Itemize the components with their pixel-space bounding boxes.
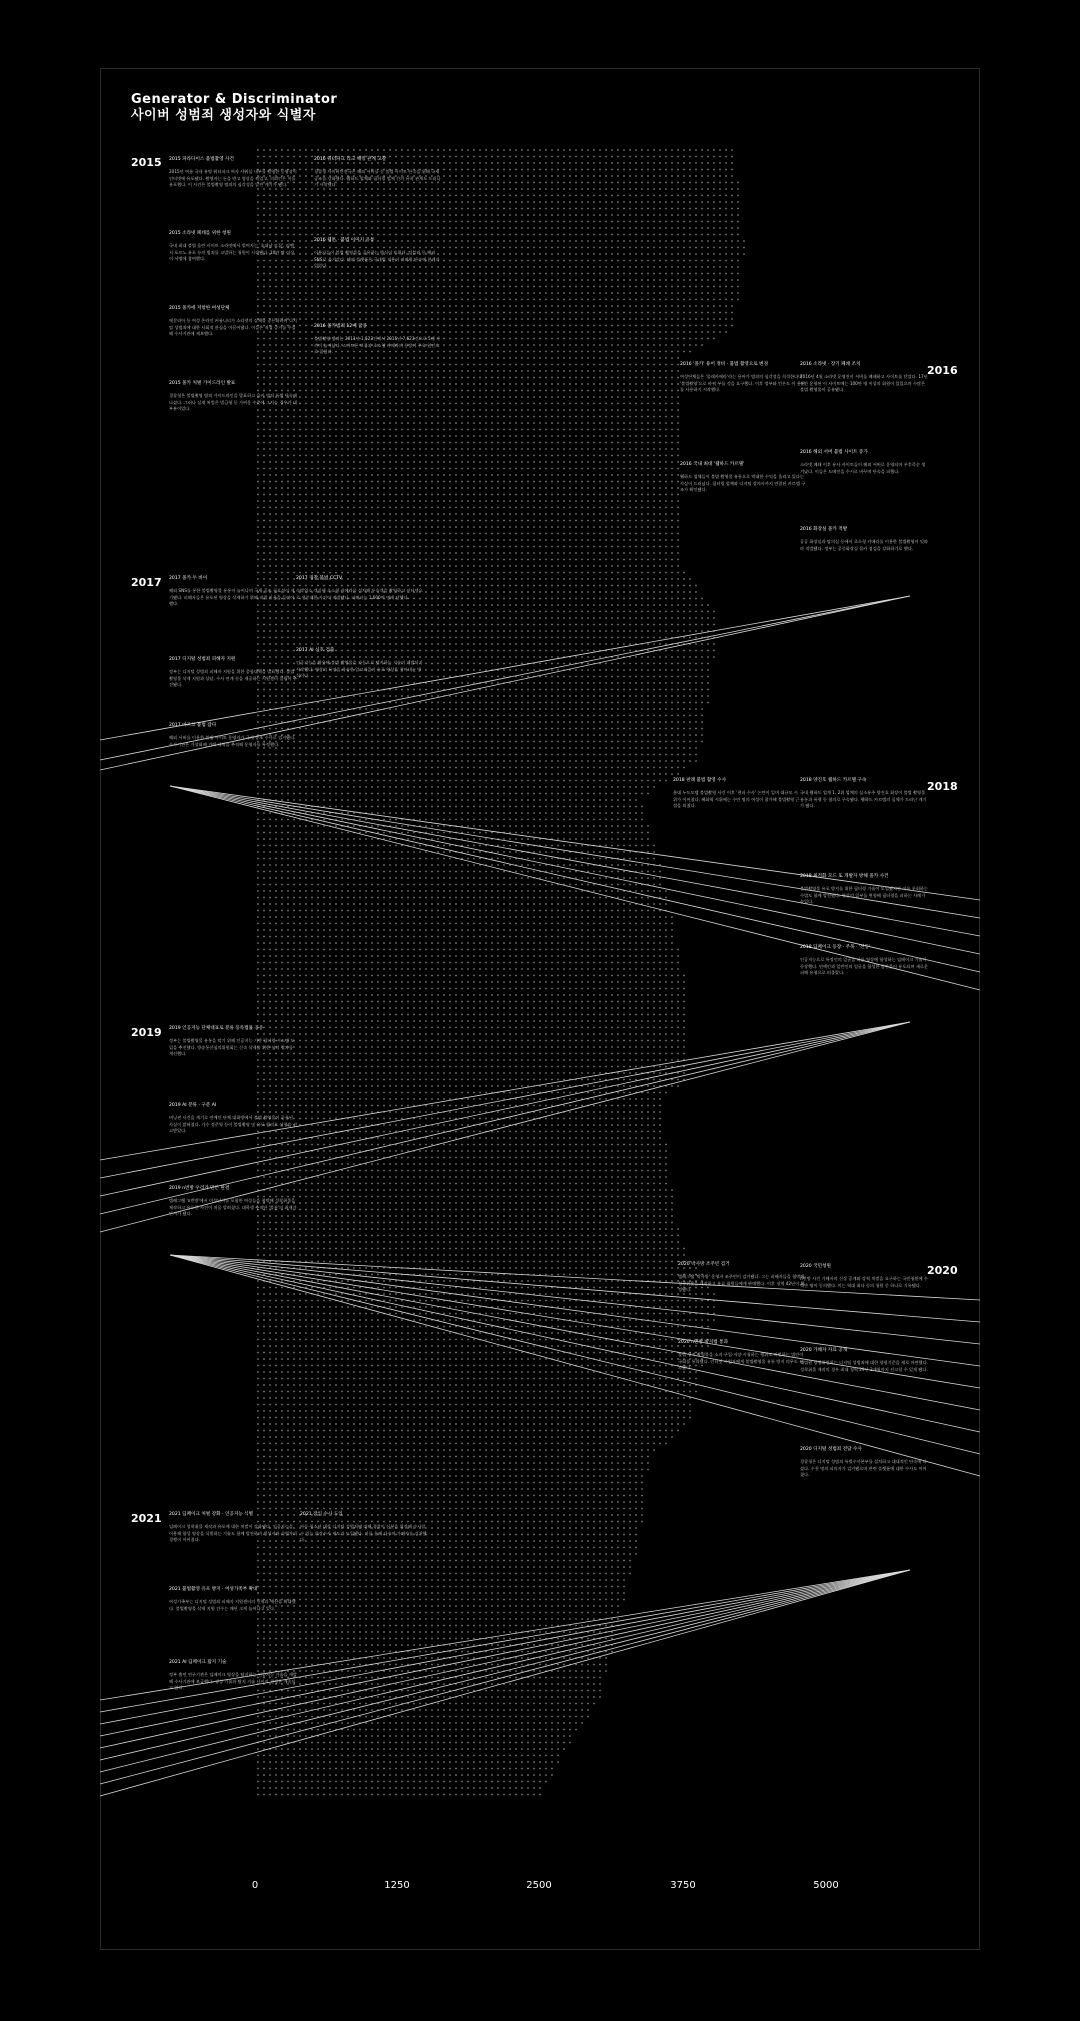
entry-title: 2016 해외 서버 불법 사이트 증가 xyxy=(800,450,868,455)
timeline-entry xyxy=(678,1340,806,1372)
entry-body: 불법 성적 촬영물을 소지·구입·저장·시청하는 행위도 처벌하는 법안이 국회를 통과했다. 인터넷 사업자에게 불법촬영물 유통 방지 의무도 부과됐다. xyxy=(678,1352,804,1371)
entry-body: 딥페이크 성착취물 제작과 유포에 대한 처벌이 강화됐다. 인공지능을 이용해 합성 영상을 식별하는 기술도 함께 발전하며 생성자와 식별자의 경쟁이 이어졌다. xyxy=(169,1524,297,1543)
entry-title: 2017 디지털 성범죄 피해자 지원 xyxy=(169,657,236,662)
entry-body: 해외 서버를 이용한 불법 사이트 운영자가 국제 공조 수사로 검거됐다. 수사기관은 가상화폐 거래 내역을 추적해 운영자를 특정했다. xyxy=(169,735,296,747)
entry-title: 2016 국내 최대 '웹하드 카르텔' xyxy=(680,462,745,467)
entry-body: 불법촬영 범죄는 2011년 1,523건에서 2015년 7,623건으로 5배 가까이 늘어났다. 스마트폰 보급과 초소형 카메라의 등장이 주요 원인으로 꼽혔다. xyxy=(314,336,441,355)
entry-title: 2021 불법촬영 유포 방지 · 여성가족부 확대 xyxy=(169,1587,258,1592)
entry-body: 2015년 여름 국내 유명 워터파크 여자 샤워실 내부를 촬영한 동영상이 인터넷에 유포됐다. 촬영자는 돈을 받고 영상을 찍었고, 의뢰인은 이를 유포했다. 이 사건은 불법촬영 범죄의 심각성을 알린 계기가 됐다. xyxy=(169,169,297,188)
entry-body: 인공지능으로 특정인의 얼굴을 다른 영상에 합성하는 딥페이크 기술이 등장했다. 연예인과 일반인의 얼굴을 합성한 음란물이 유포되며 새로운 피해 유형으로 떠올랐다. xyxy=(800,957,928,976)
entry-body: 숙박업소 객실에 초소형 카메라를 설치해 투숙객을 촬영하고 인터넷으로 생중계한 사건이 적발됐다. 피해자는 1,600여 명에 달했다. xyxy=(296,588,423,600)
entry-body: 정부 출연 연구기관은 딥페이크 영상을 탐지하는 인공지능 기술을 개발해 수사기관에 보급했다. 생성 기술과 탐지 기술 사이의 경쟁은 계속되고 있다. xyxy=(169,1672,297,1691)
timeline-entry xyxy=(169,1026,297,1058)
entry-body: 국내 최대 불법 음란 사이트 소라넷에서 벌어지는 '초대남 모집', 리벤지 포르노 유포 등의 범죄를 고발하는 청원이 시작됐다. 10만 명 이상이 서명에 참여했다. xyxy=(169,243,295,262)
entry-title: 2018 딥페이크 등장 · 주목 · '선동' xyxy=(800,945,871,950)
year-2018: 2018 xyxy=(927,780,958,793)
year-2017: 2017 xyxy=(131,576,162,589)
axis-tick-label: 3750 xyxy=(670,1880,696,1891)
entry-body: 2016년 4월 소라넷 운영진이 서버를 폐쇄하고 사이트를 닫았다. 17년 동안 운영된 이 사이트에는 100만 명 이상의 회원이 있었으며 수많은 불법 촬영물이 공유됐다. xyxy=(800,374,928,393)
entry-title: 2016 '몰카' 용어 정비 · 불법 촬영으로 변경 xyxy=(680,362,769,367)
timeline-entry xyxy=(800,362,928,394)
entry-title: 2016 워터파크 리크 해킹 관계 고찰 xyxy=(314,157,387,162)
entry-title: 2016 웹툰 · 불법 이미지 유통 xyxy=(314,238,375,243)
entry-body: 대법원 양형위원회는 디지털 성범죄에 대한 양형기준을 새로 마련했다. 성착취물 제작의 경우 최대 징역 29년 3개월까지 선고할 수 있게 됐다. xyxy=(800,1360,928,1372)
entry-title: 2017 경찰 불법 CCTV xyxy=(296,576,343,581)
entry-title: 2017 몰카 두 바이 xyxy=(169,576,208,581)
timeline-entry xyxy=(800,1348,928,1373)
timeline-entry xyxy=(169,1587,297,1612)
timeline-entry xyxy=(169,1103,297,1135)
timeline-entry xyxy=(314,324,442,356)
timeline-entry xyxy=(800,945,928,977)
entry-body: 메갈리아 등 여성 온라인 커뮤니티가 소라넷의 실체를 공론화하며 디지털 성범죄에 대한 사회적 관심을 이끌어냈다. 이들은 직접 증거를 수집해 수사기관에 제보했다. xyxy=(169,318,297,337)
entry-body: 홍대 누드모델 불법촬영 사건 이후 '편파 수사' 논란이 일며 대규모 시위가 이어졌다. 혜화역 시위에는 수만 명의 여성이 참가해 불법촬영 근절을 외쳤다. xyxy=(673,790,800,809)
entry-body: 소라넷 폐쇄 이후 유사 사이트들이 해외 서버로 운영되며 우후죽순 생겨났다. 이들은 도메인을 수시로 바꾸며 단속을 피했다. xyxy=(800,462,926,474)
year-2015: 2015 xyxy=(131,156,162,169)
entry-title: 2015 소라넷 폐쇄를 위한 청원 xyxy=(169,231,231,236)
entry-title: 2015 파라다이스 불법촬영 사건 xyxy=(169,157,234,162)
year-2016: 2016 xyxy=(927,364,958,377)
timeline-entry xyxy=(169,723,297,748)
entry-title: 2019 AI 분류 · 구분 AI xyxy=(169,1103,217,1108)
entry-body: 국내 웹하드 업계 1, 2위 업체의 실소유주 양진호 회장이 불법 촬영물 유통과 폭행 등 혐의로 구속됐다. 웹하드 카르텔의 실체가 드러난 계기가 됐다. xyxy=(800,790,927,809)
entry-title: 2020 박사방 조주빈 검거 xyxy=(678,1262,730,1267)
timeline-entry xyxy=(680,362,808,394)
timeline-entry xyxy=(673,778,801,810)
entry-title: 2020 디지털 성범죄 전담 수사 xyxy=(800,1447,862,1452)
axis-tick-label: 2500 xyxy=(526,1880,552,1891)
timeline-entry xyxy=(800,874,928,906)
timeline-entry xyxy=(800,778,928,810)
timeline-entry xyxy=(680,462,808,494)
entry-title: 2019 n번방 우리가 만든 판결 xyxy=(169,1186,230,1191)
entry-body: 아동·청소년 대상 디지털 성범죄에 대해 경찰이 신분을 위장해 수사할 수 있는 위장수사 제도가 도입됐다. 이를 통해 다수의 가해자를 검거했다. xyxy=(300,1524,427,1543)
entry-title: 2020 가해자 자료 공개 xyxy=(800,1348,848,1353)
entry-title: 2020 n번방 방지법 통과 xyxy=(678,1340,729,1345)
entry-body: 인공지능을 활용해 불법 촬영물을 자동으로 탐지하는 기술이 개발되기 시작했다. 영상의 특징을 학습한 알고리즘이 유포 영상을 찾아내는 방식이다. xyxy=(296,660,423,679)
entry-body: 경찰청 사이버안전국은 해외 서버를 둔 불법 사이트 단속을 위해 국제 공조를 강화했다. 웹하드 업체와 필터링 업체 간의 유착 관계도 드러나기 시작했다. xyxy=(314,169,441,188)
timeline-entry xyxy=(800,1447,928,1479)
timeline-entry xyxy=(314,157,442,189)
entry-title: 2018 양진호 웹하드 카르텔 구속 xyxy=(800,778,867,783)
entry-body: 정부는 불법촬영물 유통을 막기 위해 인공지능 기반 필터링 시스템 도입을 추진했다. 방송통신심의위원회는 신속 삭제를 위한 심의 절차를 개선했다. xyxy=(169,1038,295,1057)
entry-body: 버닝썬 사건을 계기로 연예인 단체 대화방에서 불법 촬영물이 공유된 사실이 밝혀졌다. 가수 정준영 등이 불법촬영 및 유포 혐의로 실형을 선고받았다. xyxy=(169,1115,297,1134)
timeline-entry xyxy=(800,527,928,552)
entry-body: 여성단체들은 '몰래카메라'라는 용어가 범죄의 심각성을 희석한다며 '불법촬영'으로 바꿔 부를 것을 요구했다. 이후 정부와 언론도 이 용어를 사용하기 시작했다. xyxy=(680,374,805,393)
timeline-entry xyxy=(300,1512,428,1544)
entry-title: 2017 AI 신호 검출 xyxy=(296,648,335,653)
timeline-entry xyxy=(169,231,297,263)
year-2021: 2021 xyxy=(131,1512,162,1525)
entry-body: 여성가족부는 디지털 성범죄 피해자 지원센터의 인력과 예산을 확대했다. 불법촬영물 삭제 지원 건수는 매년 크게 늘어나고 있다. xyxy=(169,1599,296,1611)
timeline-entry xyxy=(169,1512,297,1544)
entry-body: 공공 화장실과 탈의실 등에서 초소형 카메라를 이용한 불법촬영이 잇따라 적발됐다. 정부는 공중화장실 몰카 점검을 강화하기로 했다. xyxy=(800,539,928,551)
axis-tick-label: 5000 xyxy=(813,1880,839,1891)
title-english: Generator & Discriminator xyxy=(131,92,338,107)
timeline-entry xyxy=(169,157,297,189)
entry-body: 웹하드 업체들이 불법 촬영물 유통으로 막대한 수익을 올리고 있다는 사실이 드러났다. 필터링 업체와 디지털 장의사까지 연결된 카르텔 구조가 확인됐다. xyxy=(680,474,806,493)
entry-title: 2016 화장실 몰카 적발 xyxy=(800,527,848,532)
entry-title: 2017 마르코 불법 잡다 xyxy=(169,723,217,728)
entry-title: 2021 딥페이크 처벌 강화 · 인공지능 식별 xyxy=(169,1512,254,1517)
entry-body: 해외 SNS를 통한 불법촬영물 유통이 늘어나며 국제 공조 필요성이 제기됐다. 피해자들은 유포된 영상을 삭제하기 위해 직접 비용을 들여야 했다. xyxy=(169,588,295,607)
timeline-entry xyxy=(296,576,424,601)
entry-body: 불법촬영물 유포 방지를 위한 필터링 기술이 도입됐지만 이를 우회하는 수법도 함께 발전했다. 영상의 일부를 변형해 필터링을 피하는 사례가 늘었다. xyxy=(800,886,928,905)
entry-title: 2021 AI 딥페이크 탐지 기술 xyxy=(169,1660,227,1665)
timeline-entry xyxy=(169,1660,297,1692)
entry-title: 2015 몰카 처벌 가이드라인 발표 xyxy=(169,381,236,386)
timeline-entry xyxy=(314,238,442,270)
timeline-entry xyxy=(169,576,297,608)
timeline-entry xyxy=(169,657,297,689)
timeline-entry xyxy=(800,450,928,475)
entry-title: 2015 몰카에 저항한 여성단체 xyxy=(169,306,230,311)
entry-title: 2016 소라넷 · 장기 폐쇄 조치 xyxy=(800,362,861,367)
axis-tick-label: 1250 xyxy=(384,1880,410,1891)
timeline-entry xyxy=(169,1186,297,1218)
entry-title: 2016 몰카범죄 12배 급증 xyxy=(314,324,367,329)
timeline-entry xyxy=(169,306,297,338)
entry-body: 텔레그램 '박사방' 운영자 조주빈이 검거됐다. 그는 피해자들을 협박해 성착취물을 제작하고 유료 회원들에게 판매했다. 이후 징역 42년이 확정됐다. xyxy=(678,1274,805,1293)
entry-body: 텔레그램 'n번방'에서 미성년자를 포함한 여성들을 협박해 성착취물을 제작하고 유포한 사건이 처음 알려졌다. 대학생 추적단 '불꽃'의 취재가 단서가 됐다. xyxy=(169,1198,297,1217)
entry-title: 2021 잠입 수사 도입 xyxy=(300,1512,343,1517)
entry-body: 정부는 디지털 성범죄 피해자 지원을 위한 종합대책을 발표했다. 불법 촬영물 삭제 지원과 상담, 수사 연계 등을 제공하는 지원센터 설립이 추진됐다. xyxy=(169,669,297,688)
entry-title: 2019 인공지능 단체대표로 분류 등록법률 공유 xyxy=(169,1026,264,1031)
year-2020: 2020 xyxy=(927,1264,958,1277)
entry-body: 경찰청은 디지털 성범죄 특별수사본부를 설치하고 대대적인 단속에 나섰다. 수천 명의 피의자가 검거됐으며 관련 플랫폼에 대한 수사도 이어졌다. xyxy=(800,1459,927,1478)
entry-body: n번방 사건 가해자의 신상 공개와 강력 처벌을 요구하는 국민청원에 수백만 명이 동의했다. 이는 역대 최다 동의 청원 중 하나로 기록됐다. xyxy=(800,1276,928,1288)
timeline-entry xyxy=(296,648,424,680)
entry-body: 이용자들이 불법 촬영물을 공유하는 방식이 트위터, 텀블러 등 해외 SNS로 옮겨갔다. 해외 플랫폼은 국내법 적용이 어려워 단속에 한계가 있었다. xyxy=(314,250,440,269)
entry-title: 2018 최적화 모드 또 개발자 방해 몰카 사건 xyxy=(800,874,889,879)
timeline-entry xyxy=(169,381,297,413)
timeline-entry xyxy=(800,1264,928,1289)
entry-title: 2018 판례 불법 촬영 수사 xyxy=(673,778,727,783)
entry-body: 경찰청은 불법촬영 범죄 가이드라인을 발표하고 몰카 범죄 특별 단속에 나섰다. 그러나 실제 처벌은 벌금형 등 가벼운 수준에 그치는 경우가 대부분이었다. xyxy=(169,393,297,412)
axis-tick-label: 0 xyxy=(251,1880,259,1891)
timeline-entry xyxy=(678,1262,806,1294)
entry-title: 2020 국민청원 xyxy=(800,1264,831,1269)
title-korean: 사이버 성범죄 생성자와 식별자 xyxy=(131,108,316,123)
year-2019: 2019 xyxy=(131,1026,162,1039)
